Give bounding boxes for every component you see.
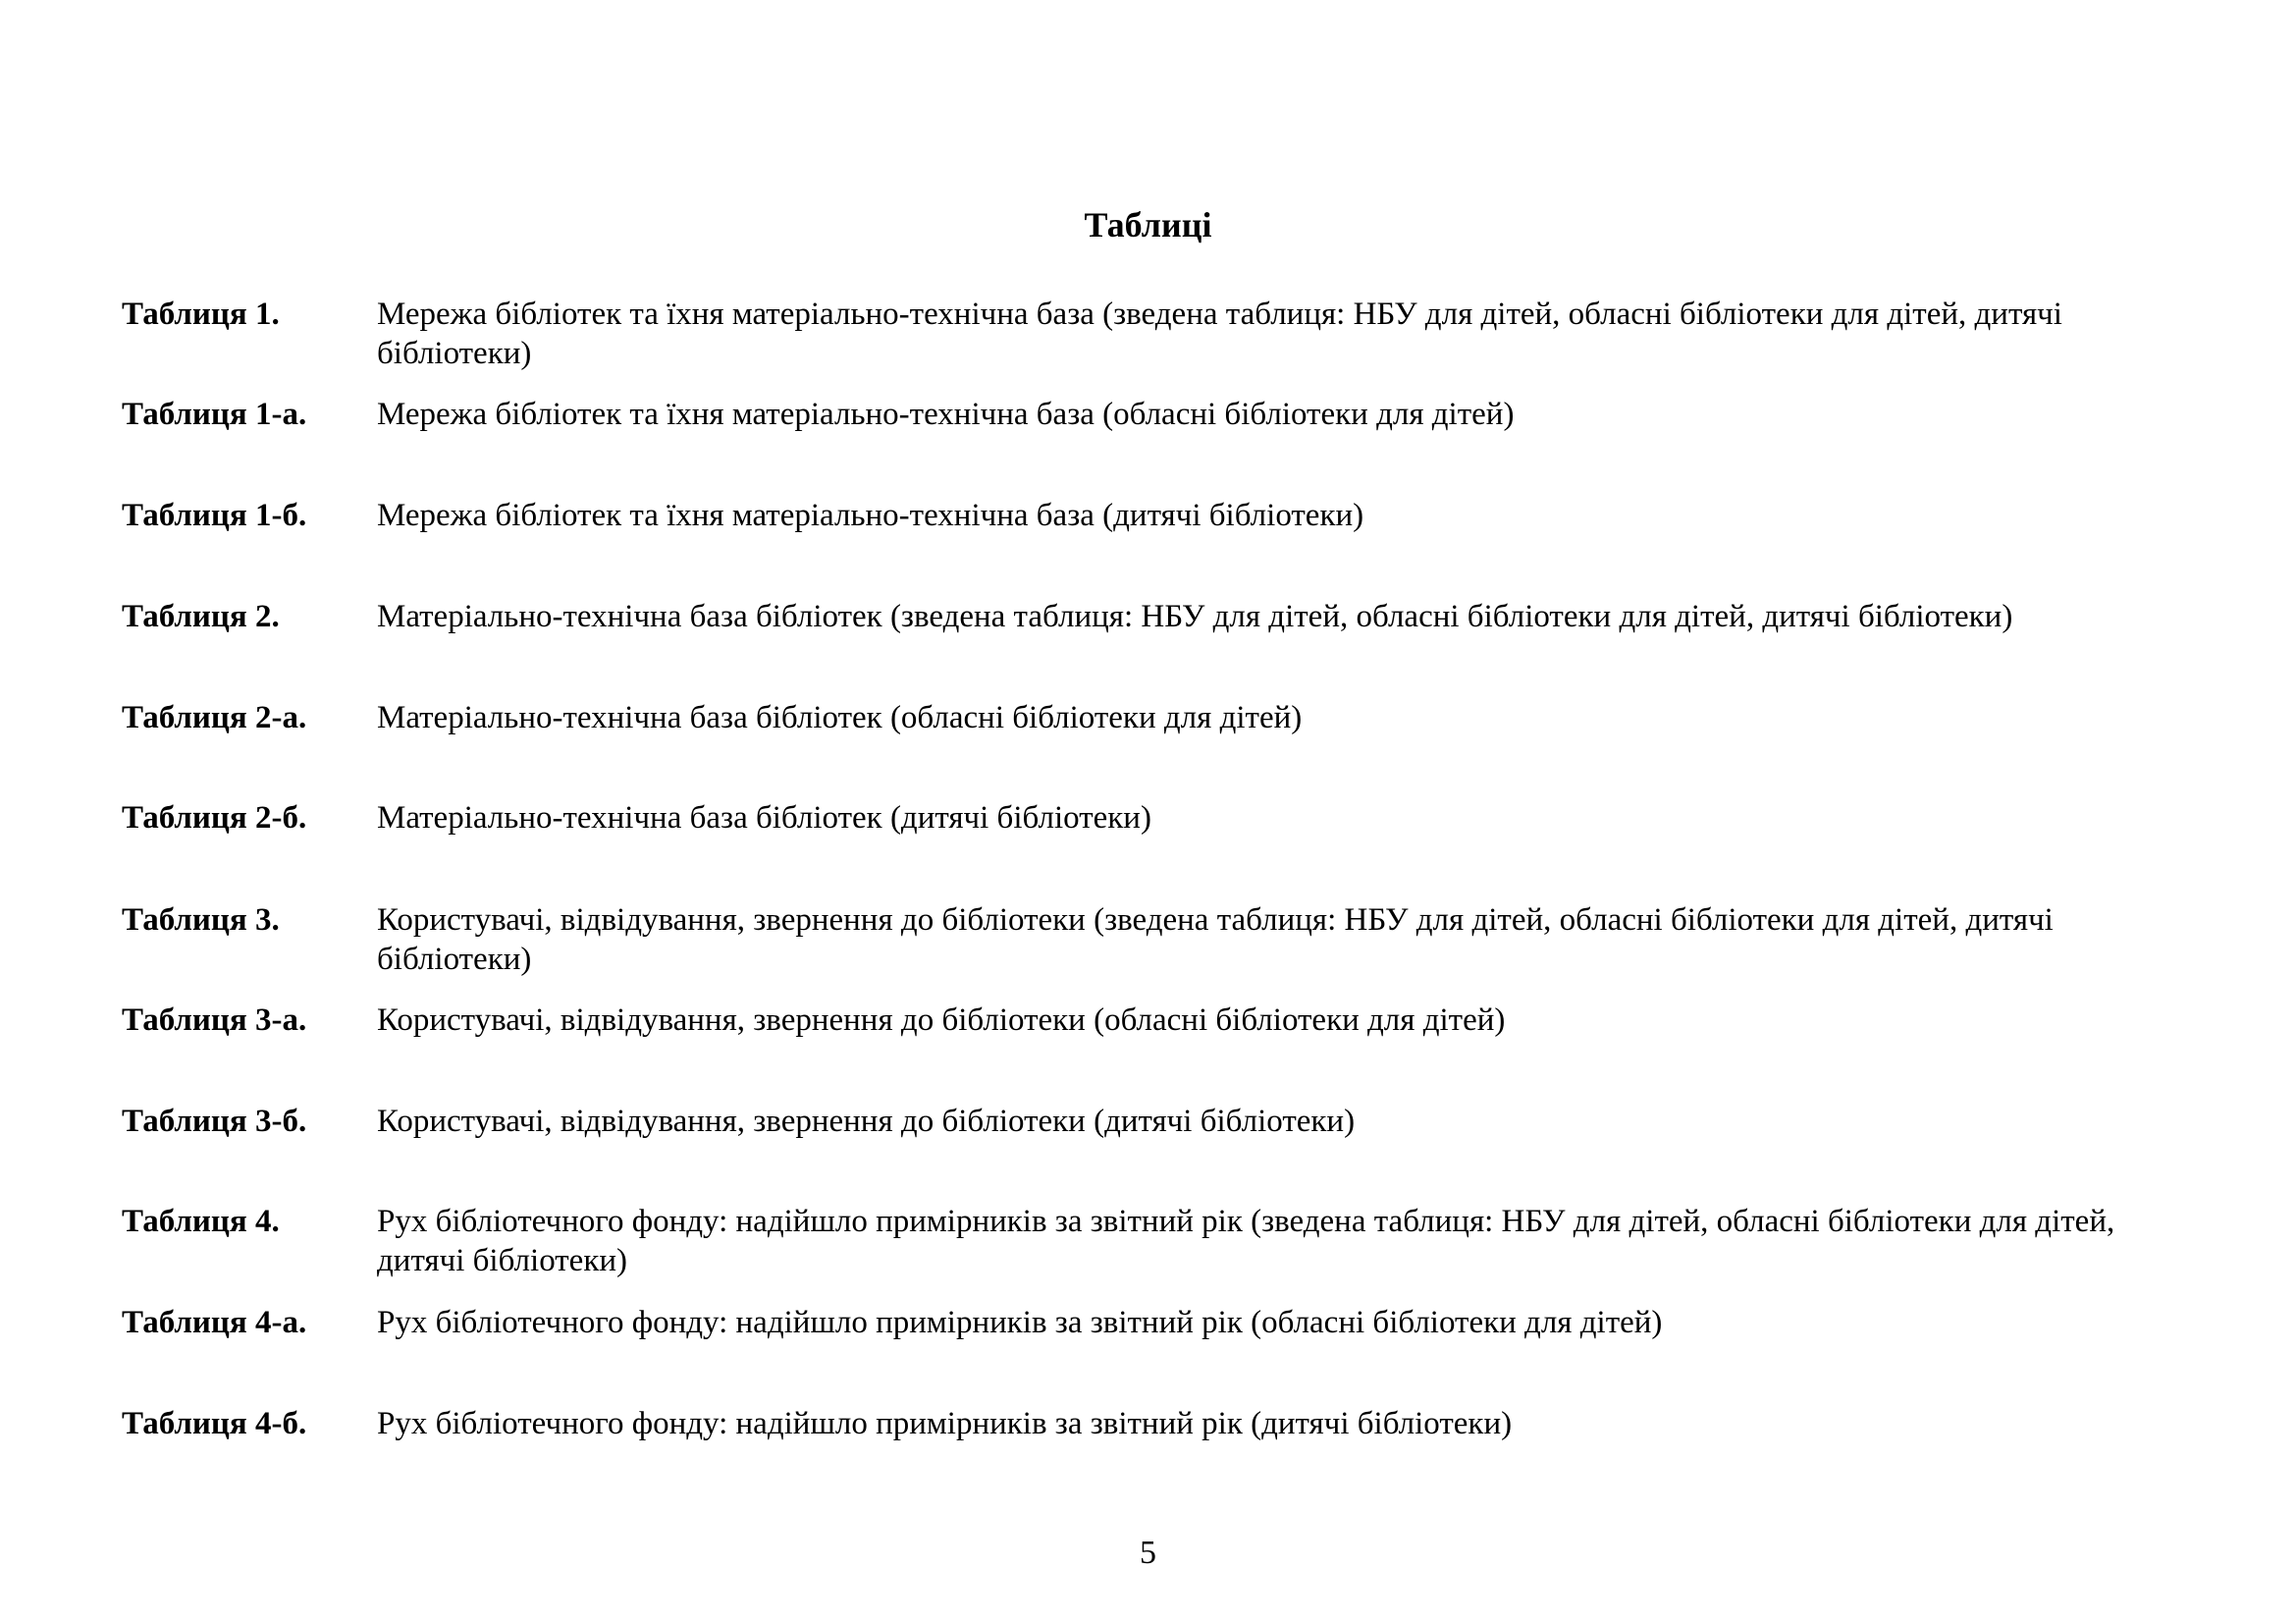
table-number-label: Таблиця 2. (122, 599, 280, 634)
table-description: Мережа бібліотек та їхня матеріально-технічна база (обласні бібліотеки для дітей) (377, 397, 1515, 432)
table-list-item (122, 1102, 2203, 1141)
table-number-label: Таблиця 3. (122, 902, 280, 938)
table-number-label: Таблиця 3-б. (122, 1104, 307, 1139)
table-number-label: Таблиця 4. (122, 1204, 280, 1239)
table-number-label: Таблиця 2-б. (122, 800, 307, 836)
table-list-item (122, 496, 2203, 535)
table-description: Матеріально-технічна база бібліотек (обласні бібліотеки для дітей) (377, 700, 1303, 735)
table-list-item (122, 1001, 2203, 1040)
table-description: Матеріально-технічна база бібліотек (дитячі бібліотеки) (377, 800, 1151, 836)
table-description: Користувачі, відвідування, звернення до бібліотеки (зведена таблиця: НБУ для дітей, обласні бібліотеки для дітей, дитячі бібліотеки) (377, 902, 2054, 977)
table-list-item (122, 597, 2203, 636)
table-list-item (122, 1303, 2203, 1342)
table-list-item (122, 395, 2203, 434)
table-list-item (122, 295, 2203, 373)
table-list-item (122, 1202, 2203, 1280)
table-number-label: Таблиця 1-а. (122, 397, 307, 432)
table-number-label: Таблиця 2-а. (122, 700, 307, 735)
table-description: Користувачі, відвідування, звернення до бібліотеки (обласні бібліотеки для дітей) (377, 1002, 1506, 1038)
table-number-label: Таблиця 4-а. (122, 1305, 307, 1340)
table-description: Користувачі, відвідування, звернення до бібліотеки (дитячі бібліотеки) (377, 1104, 1356, 1139)
table-description: Матеріально-технічна база бібліотек (зведена таблиця: НБУ для дітей, обласні бібліотеки для дітей, дитячі бібліотеки) (377, 599, 2013, 634)
table-description: Мережа бібліотек та їхня матеріально-технічна база (зведена таблиця: НБУ для дітей, обласні бібліотеки для дітей, дитячі бібліотеки) (377, 297, 2062, 371)
table-list-item (122, 698, 2203, 737)
table-description: Рух бібліотечного фонду: надійшло примірників за звітний рік (обласні бібліотеки для дітей) (377, 1305, 1663, 1340)
table-list-item (122, 1404, 2203, 1443)
table-description: Рух бібліотечного фонду: надійшло примірників за звітний рік (зведена таблиця: НБУ для дітей, обласні бібліотеки для дітей, дитячі бібліотеки) (377, 1204, 2115, 1278)
table-number-label: Таблиця 4-б. (122, 1406, 307, 1441)
table-list-item (122, 798, 2203, 838)
table-number-label: Таблиця 1. (122, 297, 280, 332)
table-list-item (122, 900, 2203, 979)
page-title: Таблиці (1084, 205, 1212, 244)
table-description: Рух бібліотечного фонду: надійшло примірників за звітний рік (дитячі бібліотеки) (377, 1406, 1513, 1441)
table-number-label: Таблиця 3-а. (122, 1002, 307, 1038)
table-description: Мережа бібліотек та їхня матеріально-технічна база (дитячі бібліотеки) (377, 498, 1364, 533)
table-number-label: Таблиця 1-б. (122, 498, 307, 533)
page-number: 5 (1140, 1535, 1156, 1571)
